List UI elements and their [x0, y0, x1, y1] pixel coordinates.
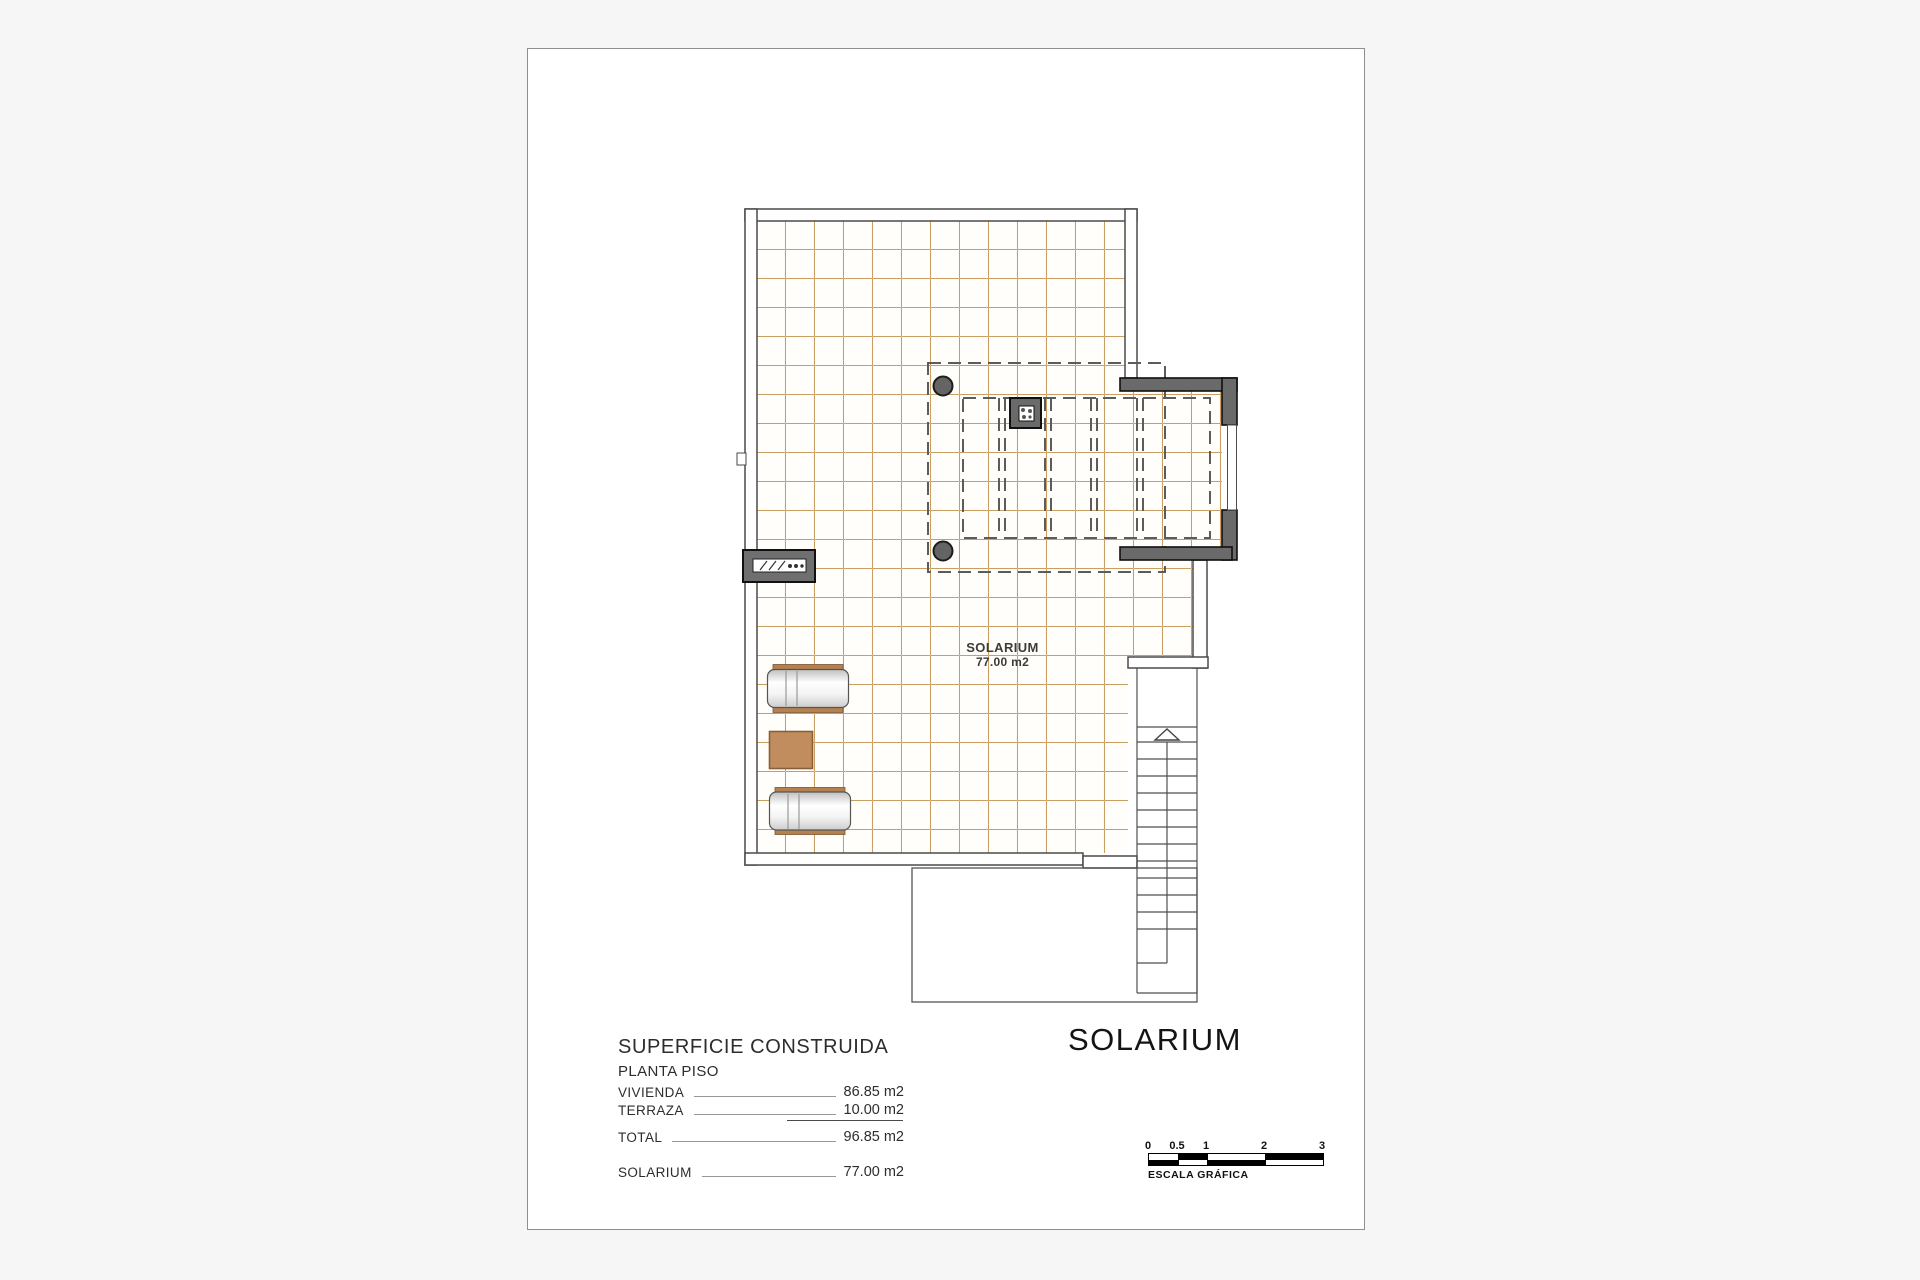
ac-unit: [743, 550, 815, 582]
row-value: 77.00 m2: [843, 1164, 904, 1180]
leader-line: [694, 1113, 836, 1115]
wall-left: [745, 209, 757, 865]
scale-caption: ESCALA GRÁFICA: [1148, 1169, 1249, 1181]
bay-window: [1228, 425, 1237, 510]
area-row-total: [618, 1127, 904, 1145]
total-separator-line: [787, 1120, 903, 1121]
row-label: SOLARIUM: [618, 1165, 692, 1180]
area-row-solarium: [618, 1162, 904, 1180]
scale-tick: 3: [1318, 1140, 1326, 1152]
row-label: VIVIENDA: [618, 1085, 685, 1100]
chimney-vent: [1010, 398, 1041, 428]
area-table-title: SUPERFICIE CONSTRUIDA: [618, 1036, 889, 1058]
wall-right-upper: [1125, 209, 1137, 378]
area-table-subtitle: PLANTA PISO: [618, 1063, 719, 1080]
area-row-terraza: [618, 1100, 904, 1118]
graphic-scale: [1140, 1140, 1350, 1190]
wall-right-lower: [1193, 560, 1207, 668]
wall-bottom-step: [1083, 856, 1137, 868]
lower-floor-outline: [912, 868, 1197, 1002]
row-label: TERRAZA: [618, 1103, 684, 1118]
leader-line: [672, 1140, 835, 1142]
wall-left-jog: [737, 453, 746, 465]
column-top: [934, 377, 953, 396]
area-row-vivienda: [618, 1082, 904, 1100]
room-label: [940, 640, 1065, 669]
row-value: 10.00 m2: [843, 1102, 904, 1118]
wall-stair-step: [1128, 657, 1208, 668]
scale-tick: 0: [1144, 1140, 1152, 1152]
row-value: 86.85 m2: [843, 1084, 904, 1100]
scale-tick: 2: [1260, 1140, 1268, 1152]
wall-top: [745, 209, 1137, 221]
leader-line: [702, 1175, 836, 1177]
scale-bar: [1148, 1153, 1324, 1166]
scale-tick: 0.5: [1169, 1140, 1185, 1152]
sheet-title: SOLARIUM: [1068, 1022, 1242, 1057]
scale-tick: 1: [1202, 1140, 1210, 1152]
sun-lounger-2: [770, 788, 851, 835]
side-table: [770, 732, 813, 769]
row-value: 96.85 m2: [843, 1129, 904, 1145]
row-label: TOTAL: [618, 1130, 663, 1145]
room-area: 77.00 m2: [975, 655, 1030, 669]
sun-lounger-1: [768, 665, 849, 713]
room-name: SOLARIUM: [966, 640, 1039, 655]
wall-bottom: [745, 853, 1083, 865]
leader-line: [694, 1095, 835, 1097]
column-bottom: [934, 542, 953, 561]
